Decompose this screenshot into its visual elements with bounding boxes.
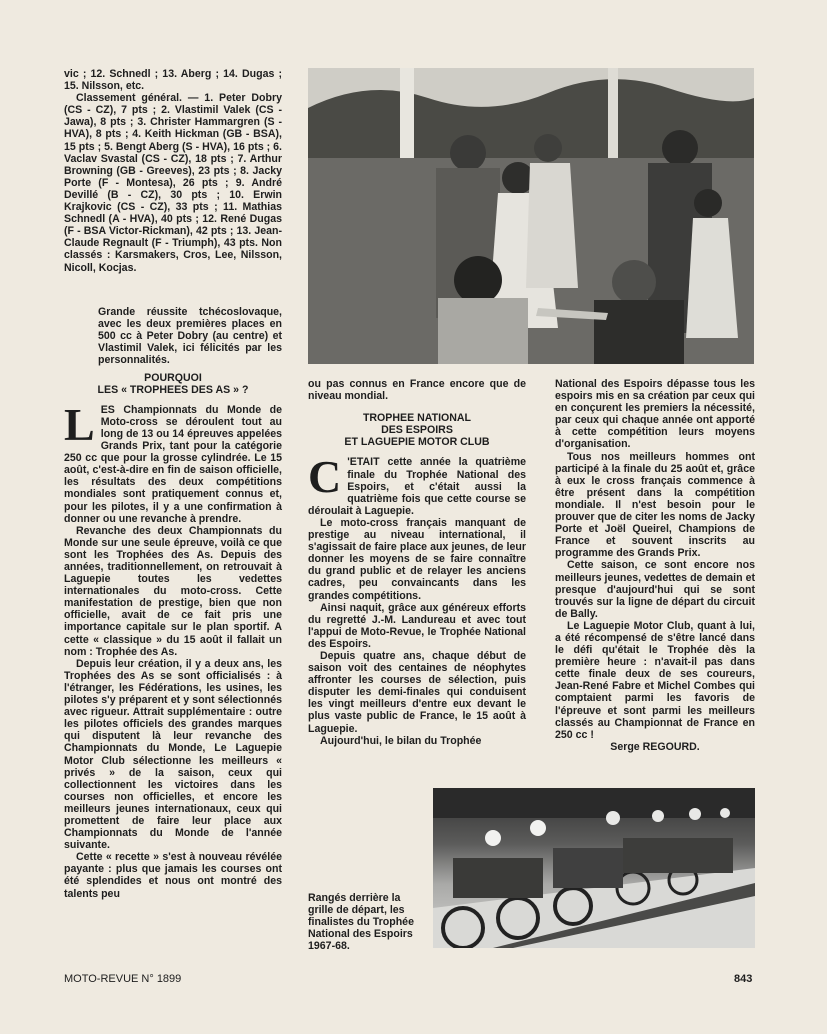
page-number: 843 (734, 973, 753, 985)
paragraph-text: ES Championnats du Monde de Moto-cross se déroulent tout au long de 13 ou 14 épreuves appelées Grands Prix, tant pour la catégorie 250 cc que pour la grosse cylindrée. Le 15 août, c'est-à-dire en fin de saison officielle, les résultats des deux compétitions mondiales sont pratiquement connus et, pour les pilotes, il y a une confirmation à donner ou une revanche à prendre. (64, 403, 282, 525)
paragraph: Tous nos meilleurs hommes ont participé à la finale du 25 août et, grâce à eux le cross français commence à être présent dans la compétition mondiale. Il n'est besoin pour le prouver que de citer les noms de Jacky Porte et Joël Queirel, Champions de France et souvent inscrits au programme des Grands Prix. (555, 450, 755, 560)
paragraph-text: 'ETAIT cette année la quatrième finale du Trophée National des Espoirs, et c'était aussi la quatrième fois que cette course se déroulait à Laguepie. (308, 456, 526, 517)
section-heading-trophee-national (308, 412, 526, 448)
paragraph (64, 398, 282, 525)
column-middle (308, 378, 526, 747)
drop-cap: C (308, 451, 342, 503)
photo-caption-podium: Grande réussite tchécoslovaque, avec les deux premières places en 500 cc à Peter Dobry (au centre) et Vlastimil Valek, ici félicités par les personnalités. (98, 306, 282, 367)
paragraph: Revanche des deux Championnats du Monde sur une seule épreuve, voilà ce que sont les Trophées des As. Depuis des années, traditionnellement, on retrouvait à Laguepie toutes les vedettes internationales du moto-cross. Cette manifestation de prestige, bien que non officielle, avait de ce fait pris une importance capitale sur le plan sportif. A cette « classique » du 15 août il fallait un nom : Trophée des As. (64, 524, 282, 658)
podium-photo-illustration (308, 68, 754, 364)
column-left (64, 68, 282, 900)
section-heading-trophees-as (64, 372, 282, 396)
heading-line: POURQUOI (144, 371, 202, 384)
heading-line: TROPHEE NATIONAL (362, 412, 472, 425)
heading-line: ET LAGUEPIE MOTOR CLUB (344, 436, 490, 449)
podium-photo (308, 68, 754, 364)
paragraph: National des Espoirs dépasse tous les espoirs mis en sa création par ceux qui en conçurent les premiers la nécessité, par ceux qui chaque année ont apporté à cette compétition leurs moyens d'organisation. (555, 378, 755, 451)
paragraph: Depuis leur création, il y a deux ans, les Trophées des As se sont officialisés : à l'étranger, les Fédérations, les usines, les pilotes s'y préparent et y sont sélectionnés avec rigueur. Attrait supplémentaire : outre les pilotes officiels des grandes marques qui disputent là leur revanche des Championnats du Monde, Le Laguepie Motor Club sélectionne les meilleurs « privés » de la saison, ceux qui collectionnent les victoires dans les courses non officielles, et encore les meilleurs jeunes internationaux, ceux qui promettent de faire leur place aux Championnats du Monde de l'année suivante. (64, 657, 282, 852)
paragraph: Cette saison, ce sont encore nos meilleurs jeunes, vedettes de demain et presque d'aujourd'hui qui se sont trouvés sur la ligne de départ du circuit de Bally. (555, 559, 755, 620)
paragraph: Depuis quatre ans, chaque début de saison voit des centaines de néophytes affronter les courses de sélection, puis disputer les demi-finales qui conduisent les vingt meilleurs d'entre eux devant le plus vaste public de France, le 15 août à Laguepie. (308, 649, 526, 735)
starting-grid-photo (433, 788, 755, 948)
paragraph: Ainsi naquit, grâce aux généreux efforts du regretté J.-M. Landureau et avec tout l'appui de Moto-Revue, le Trophée National des Espoirs. (308, 601, 526, 650)
drop-cap: L (64, 398, 95, 450)
results-tail: vic ; 12. Schnedl ; 13. Aberg ; 14. Dugas ; 15. Nilsson, etc. (64, 68, 282, 93)
paragraph: ou pas connus en France encore que de niveau mondial. (308, 378, 526, 403)
paragraph: Le Laguepie Motor Club, quant à lui, a été récompensé de s'être lancé dans le défi qu'était le Trophée dès la première heure : n'avait-il pas dans cette finale deux de ses coureurs, Jean-René Fabre et Michel Combes qui comptaient parmi les favoris de l'épreuve et sont parmi les meilleurs classés au Championnat de France en 250 cc ! (555, 619, 755, 741)
column-right (555, 378, 755, 753)
heading-line: LES « TROPHEES DES AS » ? (97, 383, 249, 396)
photo-caption-grid: Rangés derrière la grille de départ, les finalistes du Trophée National des Espoirs 1967-68. (308, 892, 414, 953)
paragraph: Aujourd'hui, le bilan du Trophée (320, 734, 482, 747)
paragraph: Cette « recette » s'est à nouveau révélée payante : plus que jamais les courses ont été splendides et nous ont montré des talents peu (64, 851, 282, 900)
paragraph (308, 451, 526, 517)
author-signature: Serge REGOURD. (610, 740, 700, 753)
heading-line: DES ESPOIRS (381, 424, 453, 437)
classement-general: Classement général. — 1. Peter Dobry (CS - CZ), 7 pts ; 2. Vlastimil Valek (CS - Jawa), 8 pts ; 3. Christer Hammargren (S - HVA), 8 pts ; 4. Keith Hickman (GB - BSA), 15 pts ; 5. Bengt Aberg (S - HVA), 16 pts ; 6. Vaclav Svastal (CS - CZ), 18 pts ; 7. Arthur Browning (GB - Greeves), 23 pts ; 8. Jacky Porte (F - Montesa), 26 pts ; 9. André Devillé (B - CZ), 30 pts ; 10. Erwin Krajkovic (CS - CZ), 33 pts ; 11. Mathias Schnedl (A - HVA), 40 pts ; 12. René Dugas (F - BSA Victor-Rickman), 42 pts ; 13. Jean-Claude Regnault (F - Triumph), 43 pts. Non classés : Karsmakers, Cros, Lee, Nilsson, Nicoll, Kocjas. (64, 92, 282, 274)
paragraph: Le moto-cross français manquant de prestige au niveau international, il s'agissait de faire place aux jeunes, de leur donner les moyens de se faire connaître du grand public et de relayer les anciens cadres, peu convaincants dans les grandes compétitions. (308, 516, 526, 602)
starting-grid-illustration (433, 788, 755, 948)
magazine-issue: MOTO-REVUE N° 1899 (64, 973, 182, 985)
